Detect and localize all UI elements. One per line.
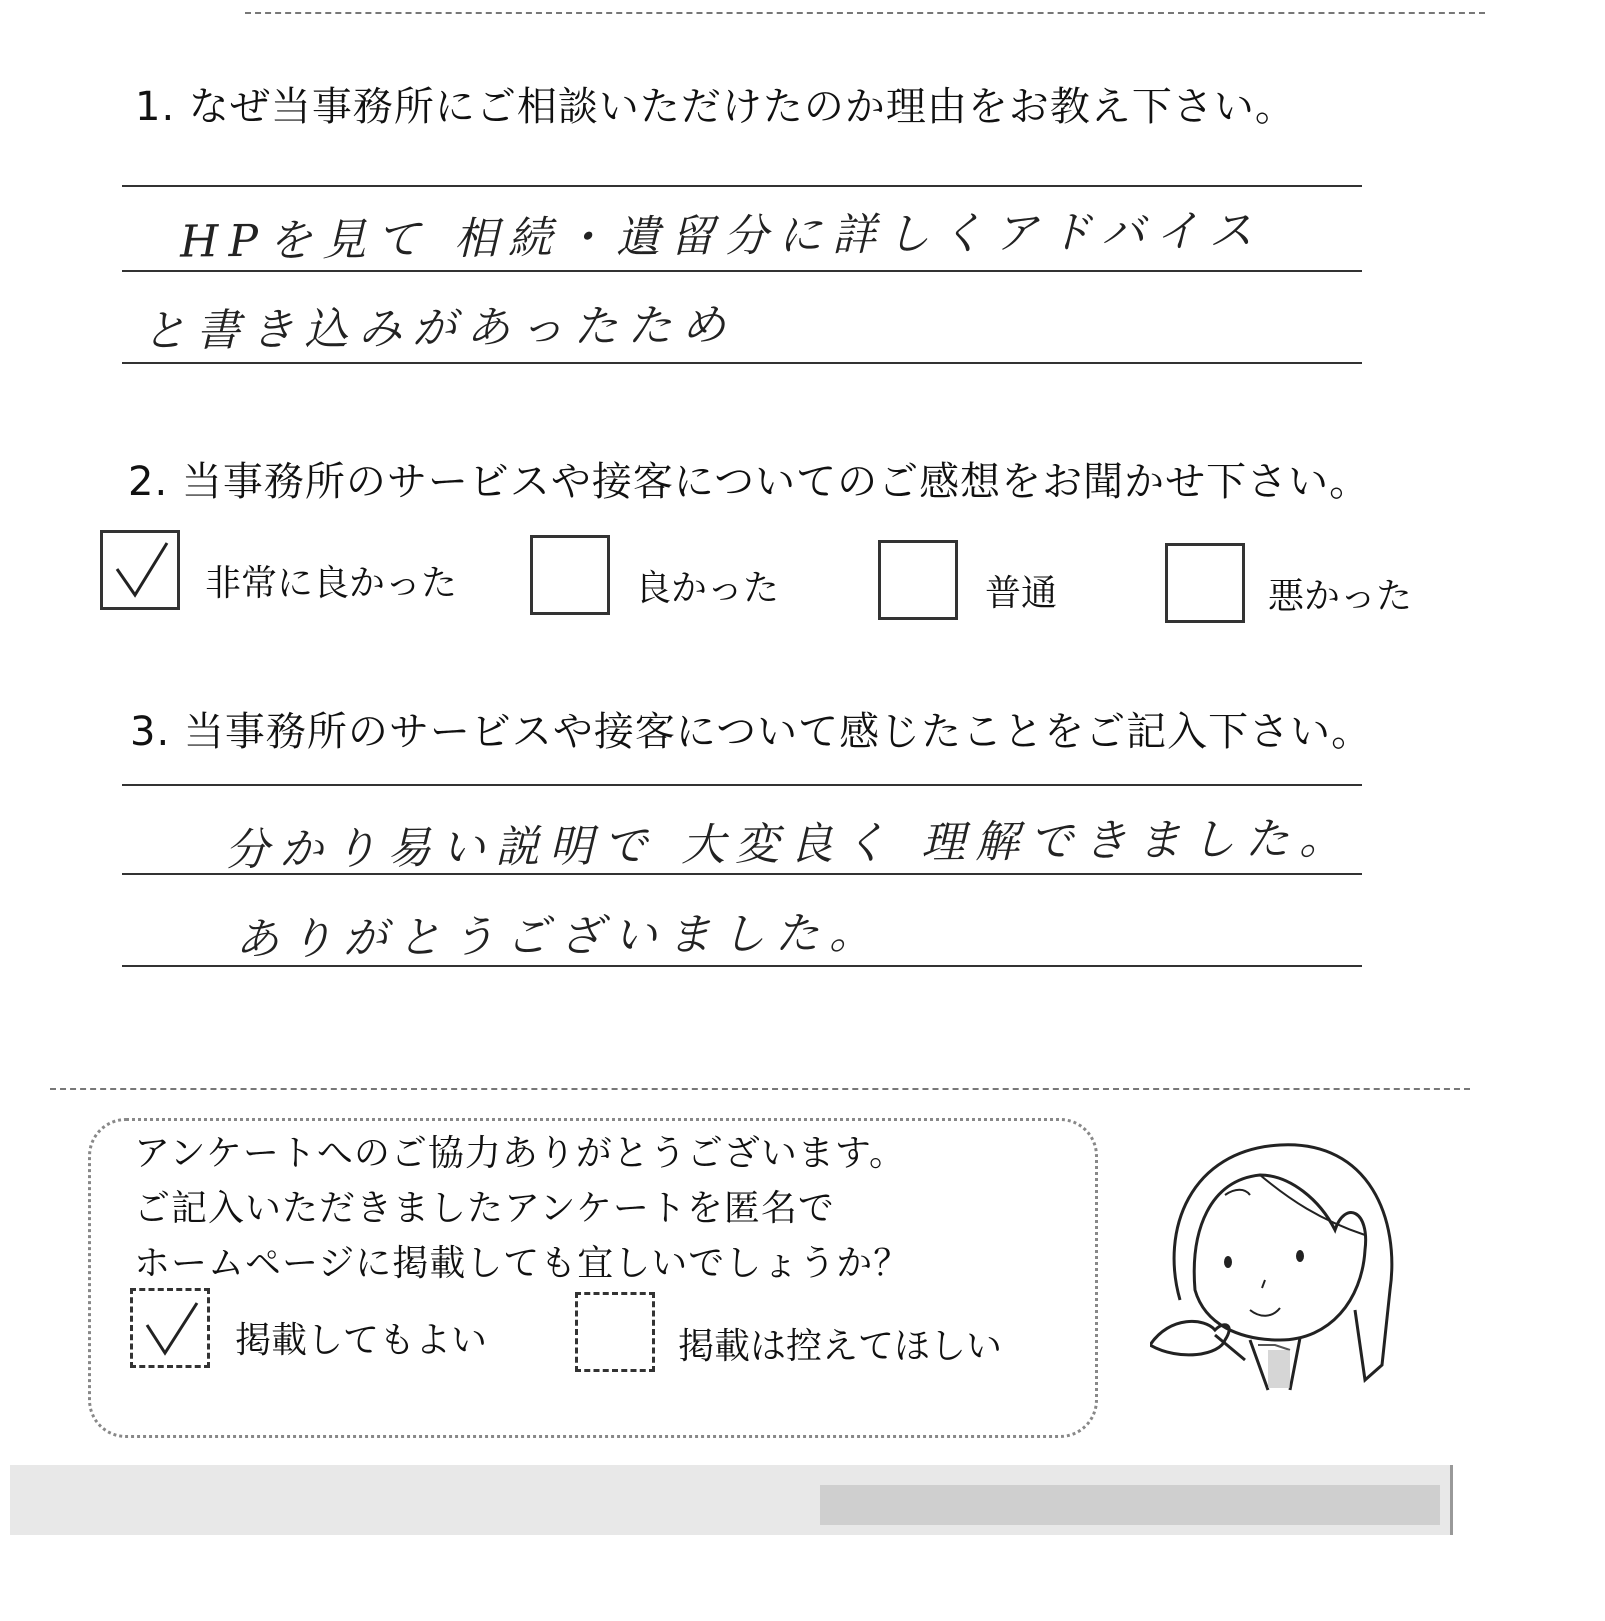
answer-1-line-1: HPを見て 相続・遺留分に詳しくアドバイス — [179, 205, 1263, 268]
option-bad-checkbox[interactable] — [1165, 543, 1245, 623]
option-average-checkbox[interactable] — [878, 540, 958, 620]
question-2: 2. 当事務所のサービスや接客についてのご感想をお聞かせ下さい。 — [128, 459, 1371, 505]
notice-line-2: ご記入いただきましたアンケートを匿名で — [134, 1188, 835, 1229]
consent-yes-checkbox[interactable] — [130, 1288, 210, 1368]
option-good-checkbox[interactable] — [530, 535, 610, 615]
answer-3-line-2: ありがとうございました。 — [234, 907, 884, 966]
notice-line-3: ホームページに掲載しても宜しいでしょうか？ — [134, 1243, 911, 1284]
question-3: 3. 当事務所のサービスや接客について感じたことをご記入下さい。 — [130, 709, 1373, 755]
answer-3-line-1: 分かり易い説明で 大変良く 理解できました。 — [224, 813, 1354, 876]
scan-noise — [0, 1455, 1500, 1545]
consent-yes-label: 掲載してもよい — [235, 1320, 488, 1361]
notice-line-1: アンケートへのご協力ありがとうございます。 — [134, 1133, 906, 1174]
option-average-label: 普通 — [985, 573, 1058, 614]
consent-no-label: 掲載は控えてほしい — [678, 1326, 1003, 1367]
consent-no-checkbox[interactable] — [575, 1292, 655, 1372]
answer-rule — [122, 362, 1362, 364]
answer-1-line-2: と書き込みがあったため — [141, 299, 736, 358]
answer-rule — [122, 965, 1362, 967]
option-good-label: 良かった — [635, 568, 780, 609]
woman-illustration — [1150, 1140, 1450, 1400]
option-very-good-label: 非常に良かった — [205, 563, 458, 604]
top-divider — [245, 12, 1485, 14]
option-very-good-checkbox[interactable] — [100, 530, 180, 610]
section-divider — [50, 1088, 1470, 1090]
option-bad-label: 悪かった — [1268, 576, 1413, 617]
checkmark-icon — [111, 541, 171, 601]
answer-rule — [122, 185, 1362, 187]
checkmark-icon — [141, 1299, 201, 1359]
answer-rule — [122, 873, 1362, 875]
answer-rule — [122, 270, 1362, 272]
answer-rule — [122, 784, 1362, 786]
question-1: 1. なぜ当事務所にご相談いただけたのか理由をお教え下さい。 — [135, 84, 1296, 130]
